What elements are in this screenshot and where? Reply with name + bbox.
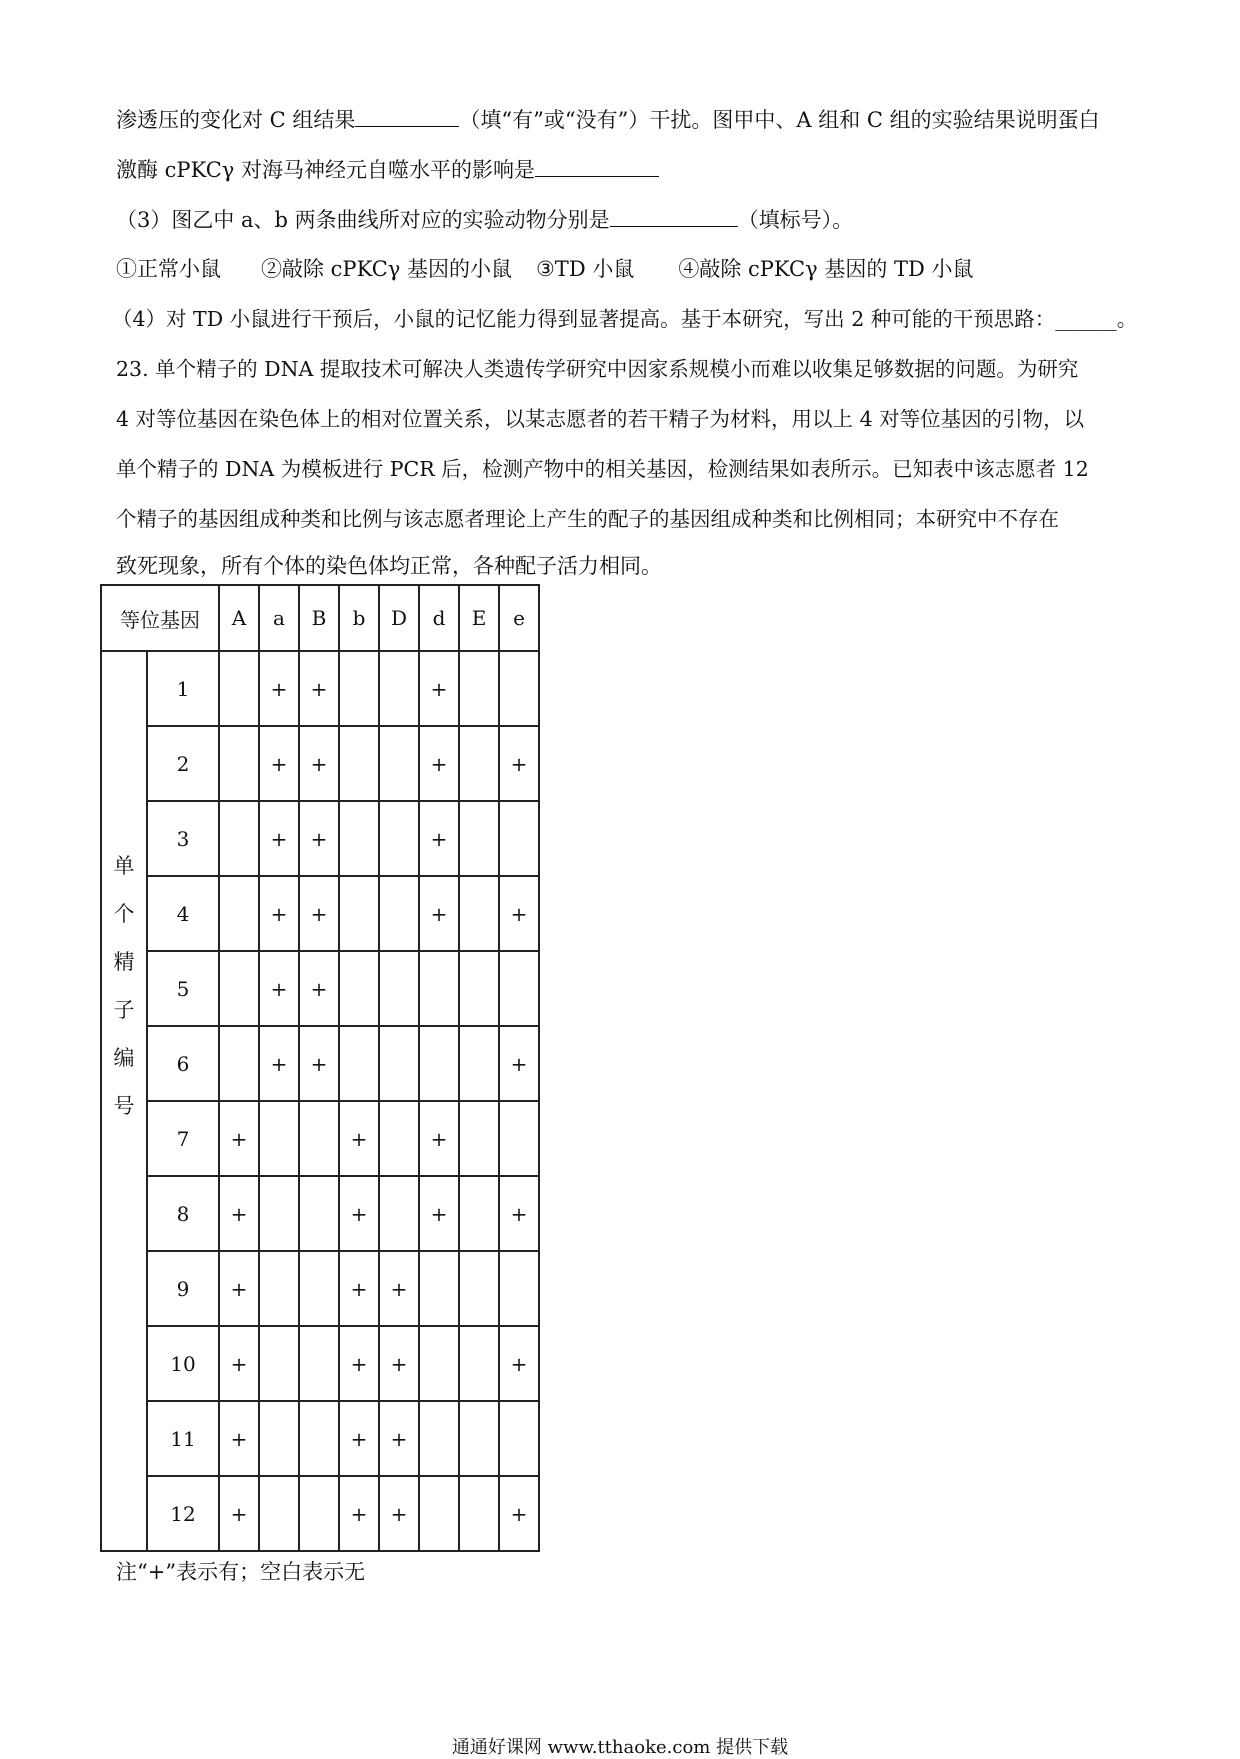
allele-cell-B: + [299,726,339,801]
column-header-7: e [499,585,539,651]
allele-cell-A [219,726,259,801]
answer-blank [610,206,738,227]
allele-cell-D [379,726,419,801]
row-group-char: 单 [113,854,135,878]
paragraph-line-2 [116,156,659,183]
allele-cell-D [379,876,419,951]
table-note: 注“+”表示有；空白表示无 [116,1560,366,1584]
sperm-number-cell: 6 [147,1026,219,1101]
answer-blank [355,106,459,127]
allele-cell-b: + [339,1326,379,1401]
allele-cell-E [459,1326,499,1401]
allele-cell-b: + [339,1251,379,1326]
allele-cell-B [299,1326,339,1401]
allele-cell-d: + [419,651,459,726]
allele-cell-d [419,1326,459,1401]
allele-cell-b [339,651,379,726]
allele-cell-D [379,1101,419,1176]
option-3: ③TD 小鼠 [535,257,635,281]
table-row [101,1176,539,1251]
text-segment: 渗透压的变化对 C 组结果 [116,108,356,132]
allele-cell-d [419,1476,459,1551]
paragraph-line-5: （4）对 TD 小鼠进行干预后，小鼠的记忆能力得到显著提高。基于本研究，写出 2 种可能的干预思路：______。 [112,307,1138,331]
allele-cell-A [219,951,259,1026]
allele-cell-B: + [299,951,339,1026]
sperm-number-cell: 10 [147,1326,219,1401]
allele-cell-E [459,1476,499,1551]
allele-cell-D: + [379,1401,419,1476]
paragraph-line-1 [116,106,1100,133]
allele-cell-b [339,801,379,876]
allele-cell-D [379,951,419,1026]
row-group-label [101,651,147,1551]
column-header-3: b [339,585,379,651]
allele-cell-e [499,1101,539,1176]
options-line [116,256,974,282]
allele-cell-b [339,1026,379,1101]
table-row [101,651,539,726]
row-group-char: 精 [113,950,135,974]
header-label-cell: 等位基因 [101,585,219,651]
allele-cell-b [339,876,379,951]
allele-cell-a: + [259,801,299,876]
sperm-number-cell: 4 [147,876,219,951]
allele-cell-b: + [339,1176,379,1251]
allele-cell-e: + [499,1476,539,1551]
allele-cell-d [419,951,459,1026]
allele-cell-A: + [219,1326,259,1401]
allele-cell-E [459,1251,499,1326]
allele-cell-A [219,1026,259,1101]
sperm-number-cell: 1 [147,651,219,726]
allele-cell-a [259,1476,299,1551]
sperm-number-cell: 3 [147,801,219,876]
allele-cell-B: + [299,1026,339,1101]
question-23-line-5: 致死现象，所有个体的染色体均正常，各种配子活力相同。 [116,554,662,578]
allele-cell-e [499,801,539,876]
allele-cell-D: + [379,1476,419,1551]
row-group-char: 子 [113,998,135,1022]
allele-cell-A: + [219,1176,259,1251]
answer-blank [535,156,659,177]
allele-cell-b [339,951,379,1026]
allele-cell-B [299,1401,339,1476]
allele-cell-a: + [259,951,299,1026]
page-footer: 通通好课网 www.tthaoke.com 提供下载 [451,1737,789,1758]
allele-cell-b: + [339,1101,379,1176]
allele-cell-D: + [379,1251,419,1326]
option-4: ④敲除 cPKCγ 基因的 TD 小鼠 [678,257,974,281]
question-23-line-2: 4 对等位基因在染色体上的相对位置关系，以某志愿者的若干精子为材料，用以上 4 对等位基因的引物，以 [116,407,1085,431]
allele-cell-a [259,1176,299,1251]
question-23-line-3: 单个精子的 DNA 为模板进行 PCR 后，检测产物中的相关基因，检测结果如表所示。已知表中该志愿者 12 [116,457,1089,481]
table-row [101,801,539,876]
column-header-1: a [259,585,299,651]
allele-cell-E [459,651,499,726]
sperm-number-cell: 7 [147,1101,219,1176]
allele-cell-e: + [499,726,539,801]
allele-cell-E [459,726,499,801]
column-header-5: d [419,585,459,651]
table-row [101,1326,539,1401]
allele-cell-E [459,1176,499,1251]
sperm-number-cell: 12 [147,1476,219,1551]
allele-cell-e: + [499,1326,539,1401]
allele-cell-d: + [419,726,459,801]
table-row [101,1251,539,1326]
allele-result-table [100,584,540,1552]
allele-cell-a [259,1101,299,1176]
allele-cell-a [259,1251,299,1326]
allele-cell-B: + [299,876,339,951]
allele-cell-d: + [419,801,459,876]
allele-cell-d: + [419,1101,459,1176]
table-row [101,726,539,801]
allele-cell-e [499,651,539,726]
allele-cell-B: + [299,651,339,726]
column-header-0: A [219,585,259,651]
column-header-2: B [299,585,339,651]
allele-cell-E [459,876,499,951]
allele-cell-D [379,651,419,726]
allele-cell-E [459,1401,499,1476]
question-23-line-4: 个精子的基因组成种类和比例与该志愿者理论上产生的配子的基因组成种类和比例相同；本研究中不存在 [116,507,1059,531]
allele-cell-D [379,1026,419,1101]
allele-cell-E [459,1101,499,1176]
row-group-char: 编 [113,1046,135,1070]
row-group-char: 号 [113,1094,135,1118]
option-2: ②敲除 cPKCγ 基因的小鼠 [261,257,512,281]
table-row [101,1476,539,1551]
allele-cell-a [259,1401,299,1476]
row-group-char: 个 [113,902,135,926]
allele-cell-d [419,1401,459,1476]
table-header-row [101,585,539,651]
allele-cell-E [459,1026,499,1101]
allele-cell-e: + [499,876,539,951]
text-segment: （填“有”或“没有”）干扰。图甲中、A 组和 C 组的实验结果说明蛋白 [459,108,1100,132]
table-row [101,1401,539,1476]
sperm-number-cell: 2 [147,726,219,801]
allele-cell-B [299,1101,339,1176]
allele-cell-D [379,801,419,876]
text-segment: 激酶 cPKCγ 对海马神经元自噬水平的影响是 [116,158,535,182]
allele-cell-a: + [259,651,299,726]
allele-cell-B [299,1251,339,1326]
allele-cell-b: + [339,1401,379,1476]
question-23-line-1: 23. 单个精子的 DNA 提取技术可解决人类遗传学研究中因家系规模小而难以收集足够数据的问题。为研究 [116,357,1079,381]
allele-cell-A [219,876,259,951]
allele-cell-e: + [499,1026,539,1101]
allele-cell-A [219,651,259,726]
allele-cell-d: + [419,876,459,951]
column-header-4: D [379,585,419,651]
allele-cell-A: + [219,1476,259,1551]
table-row [101,876,539,951]
sperm-number-cell: 5 [147,951,219,1026]
allele-cell-b: + [339,1476,379,1551]
allele-cell-e [499,1401,539,1476]
allele-cell-B: + [299,801,339,876]
allele-cell-a: + [259,1026,299,1101]
table-row [101,951,539,1026]
allele-cell-A: + [219,1401,259,1476]
table-row [101,1101,539,1176]
allele-cell-D: + [379,1326,419,1401]
sperm-number-cell: 8 [147,1176,219,1251]
allele-cell-A: + [219,1251,259,1326]
allele-cell-a: + [259,876,299,951]
allele-cell-D [379,1176,419,1251]
option-1: ①正常小鼠 [116,257,221,281]
allele-cell-e: + [499,1176,539,1251]
allele-cell-E [459,951,499,1026]
table-row [101,1026,539,1101]
allele-cell-A [219,801,259,876]
text-segment: （3）图乙中 a、b 两条曲线所对应的实验动物分别是 [116,208,610,232]
allele-cell-d [419,1026,459,1101]
allele-cell-B [299,1176,339,1251]
allele-cell-a [259,1326,299,1401]
allele-cell-A: + [219,1101,259,1176]
text-segment: （填标号）。 [737,208,854,232]
column-header-6: E [459,585,499,651]
allele-cell-e [499,1251,539,1326]
paragraph-line-3 [116,206,853,233]
allele-cell-a: + [259,726,299,801]
allele-cell-d [419,1251,459,1326]
allele-cell-E [459,801,499,876]
allele-cell-B [299,1476,339,1551]
allele-cell-e [499,951,539,1026]
sperm-number-cell: 11 [147,1401,219,1476]
allele-cell-d: + [419,1176,459,1251]
allele-cell-b [339,726,379,801]
sperm-number-cell: 9 [147,1251,219,1326]
